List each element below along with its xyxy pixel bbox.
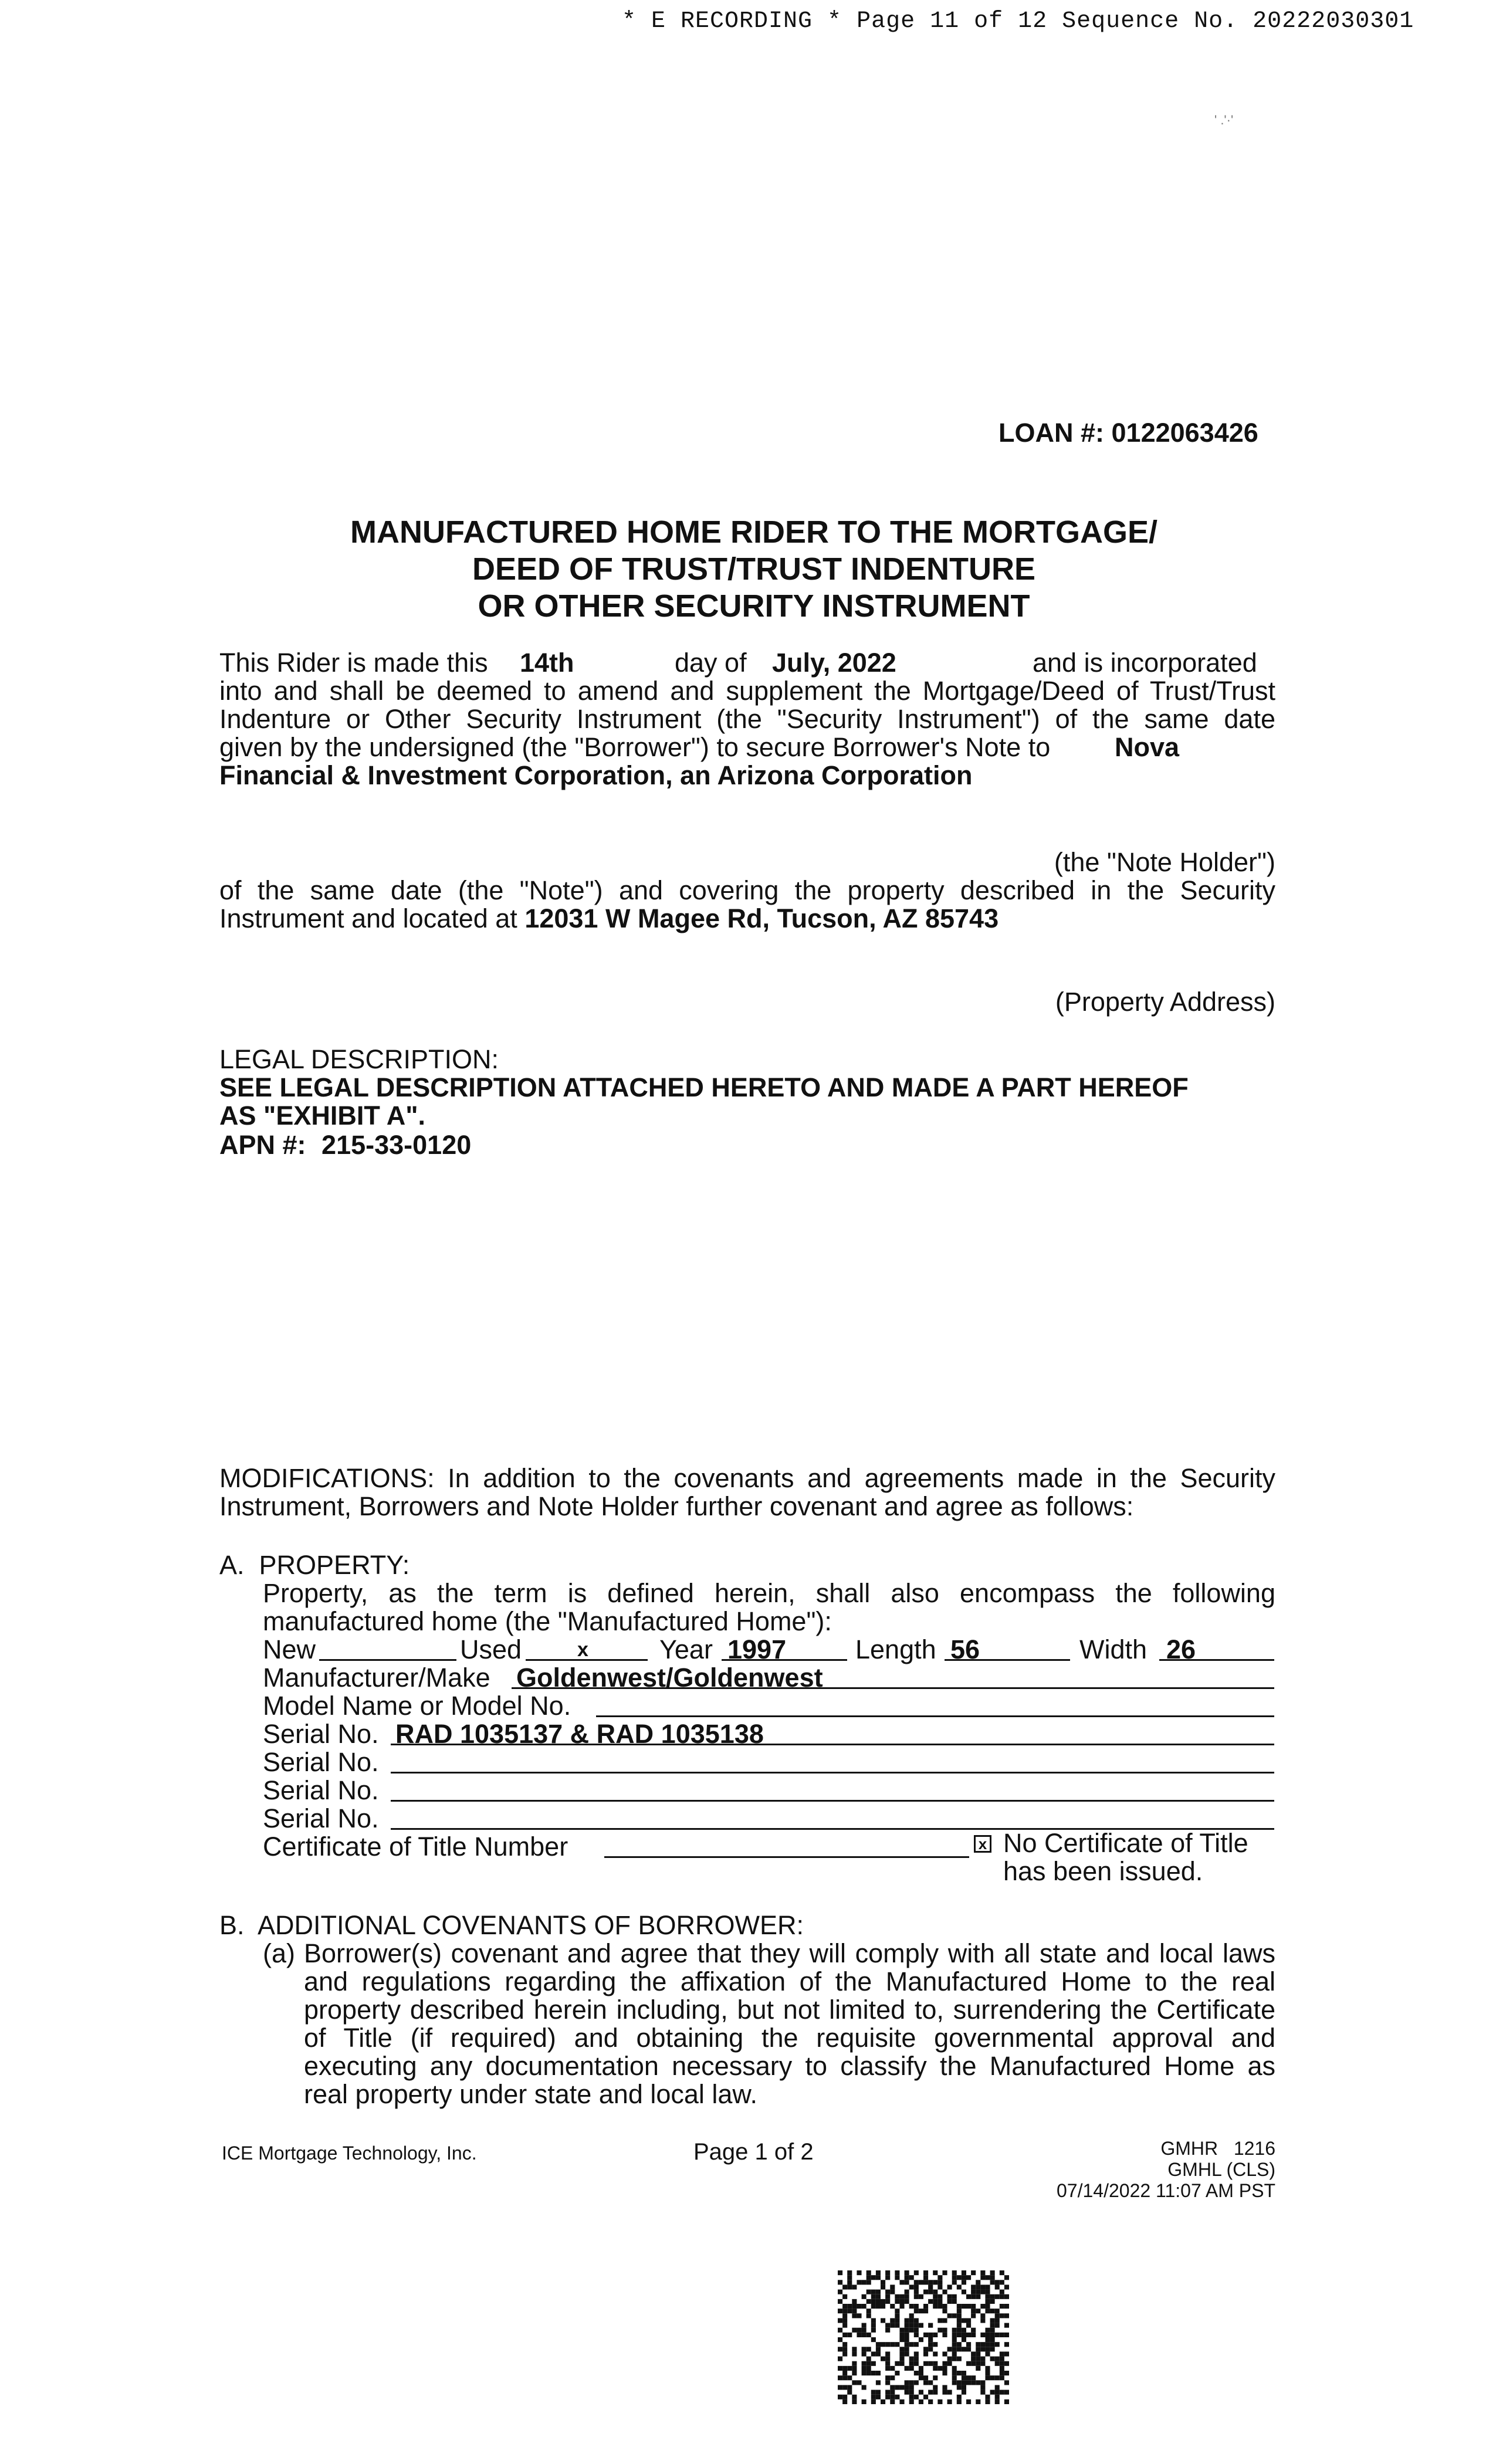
section-b-line-5: executing any documentation necessary to classify the Manufactured Home as <box>304 2051 1275 2081</box>
property-address: 12031 W Magee Rd, Tucson, AZ 85743 <box>524 903 999 933</box>
intro-line-3: Indenture or Other Security Instrument (the "Security Instrument") of the same date <box>219 704 1275 734</box>
barcode-icon <box>838 2270 1009 2404</box>
make-row: Manufacturer/Make Goldenwest/Goldenwest <box>263 1664 1275 1692</box>
document-title <box>0 514 1496 625</box>
certificate-row: Certificate of Title Number x No Certificate of Title has been issued. <box>263 1828 1248 1886</box>
year-value: 1997 <box>727 1634 787 1664</box>
section-a-line-2: manufactured home (the "Manufactured Home"): <box>263 1606 832 1636</box>
new-field[interactable] <box>319 1659 456 1661</box>
apn-label: APN #: <box>219 1130 306 1160</box>
section-a-line-1: Property, as the term is defined herein, shall also encompass the following <box>263 1578 1275 1608</box>
apn-value: 215-33-0120 <box>321 1130 472 1160</box>
footer-form-code-2: GMHL (CLS) <box>1167 2159 1275 2180</box>
section-b-line-6: real property under state and local law. <box>304 2079 757 2109</box>
serial-field-3[interactable] <box>391 1800 1274 1802</box>
rider-day: 14th <box>520 648 574 678</box>
section-b-line-1: Borrower(s) covenant and agree that they will comply with all state and local laws <box>304 1938 1275 1968</box>
intro-line-6: of the same date (the "Note") and covering the property described in the Security <box>219 875 1275 905</box>
serial-row-4: Serial No. <box>263 1805 1275 1833</box>
model-row: Model Name or Model No. <box>263 1692 1275 1720</box>
length-value: 56 <box>950 1634 980 1664</box>
footer-form-code-1: GMHR 1216 <box>1160 2138 1275 2159</box>
legal-line-1: SEE LEGAL DESCRIPTION ATTACHED HERETO AND MADE A PART HEREOF <box>219 1072 1189 1102</box>
apn <box>219 1131 471 1159</box>
section-b-line-3: property described herein including, but not limited to, surrendering the Certificate <box>304 1995 1275 2025</box>
note-holder-label: (the "Note Holder") <box>1054 847 1275 877</box>
serial-field-2[interactable] <box>391 1772 1274 1773</box>
serial-value-1: RAD 1035137 & RAD 1035138 <box>395 1719 764 1749</box>
recording-stamp: * E RECORDING * Page 11 of 12 Sequence No. 20222030301 <box>622 8 1414 35</box>
no-certificate-label-2: has been issued. <box>1003 1856 1203 1886</box>
section-b-heading: B. ADDITIONAL COVENANTS OF BORROWER: <box>219 1910 804 1940</box>
title-line-3: OR OTHER SECURITY INSTRUMENT <box>478 588 1030 624</box>
intro-line-4: given by the undersigned (the "Borrower") to secure Borrower's Note to Nova <box>219 732 1180 762</box>
section-b-line-2: and regulations regarding the affixation of the Manufactured Home to the real <box>304 1967 1275 1996</box>
intro-line-7: Instrument and located at 12031 W Magee Rd, Tucson, AZ 85743 <box>219 903 999 933</box>
modifications-line-2: Instrument, Borrowers and Note Holder further covenant and agree as follows: <box>219 1491 1134 1521</box>
legal-heading: LEGAL DESCRIPTION: <box>219 1044 499 1074</box>
footer-timestamp: 07/14/2022 11:07 AM PST <box>1057 2180 1275 2201</box>
title-line-2: DEED OF TRUST/TRUST INDENTURE <box>472 551 1035 587</box>
intro-line-2: into and shall be deemed to amend and supplement the Mortgage/Deed of Trust/Trust <box>219 676 1275 706</box>
width-value: 26 <box>1166 1634 1196 1664</box>
scan-speck: ' .'·' <box>1214 113 1234 127</box>
property-address-label: (Property Address) <box>1055 987 1275 1017</box>
section-b-item-label: (a) <box>263 1938 295 1968</box>
serial-row-2: Serial No. <box>263 1748 1275 1776</box>
model-field[interactable] <box>596 1715 1274 1717</box>
footer-form-codes <box>997 2138 1275 2201</box>
lender-name: Financial & Investment Corporation, an Arizona Corporation <box>219 760 973 790</box>
serial-row-1: Serial No. RAD 1035137 & RAD 1035138 <box>263 1720 1275 1748</box>
footer-page-number: Page 1 of 2 <box>693 2139 814 2165</box>
modifications-line-1: MODIFICATIONS: In addition to the covenants and agreements made in the Security <box>219 1463 1275 1493</box>
certificate-field[interactable] <box>604 1856 969 1858</box>
section-b-line-4: of Title (if required) and obtaining the requisite governmental approval and <box>304 2023 1275 2053</box>
loan-number <box>999 418 1258 448</box>
serial-row-3: Serial No. <box>263 1776 1275 1805</box>
no-certificate-label-1: No Certificate of Title <box>1003 1828 1248 1858</box>
section-a-heading: A. PROPERTY: <box>219 1550 410 1580</box>
footer-company: ICE Mortgage Technology, Inc. <box>222 2143 477 2164</box>
lender-name-start: Nova <box>1115 732 1180 762</box>
legal-line-2: AS "EXHIBIT A". <box>219 1101 426 1131</box>
no-certificate-checkbox[interactable]: x <box>974 1835 991 1853</box>
make-value: Goldenwest/Goldenwest <box>516 1663 823 1693</box>
loan-value: 0122063426 <box>1111 418 1258 448</box>
used-mark: x <box>577 1639 588 1661</box>
home-details-row: New Used x Year 1997 Length 56 Width 26 <box>263 1636 1275 1664</box>
rider-month-year: July, 2022 <box>772 648 896 678</box>
loan-label: LOAN #: <box>999 418 1104 448</box>
title-line-1: MANUFACTURED HOME RIDER TO THE MORTGAGE/ <box>350 515 1157 550</box>
